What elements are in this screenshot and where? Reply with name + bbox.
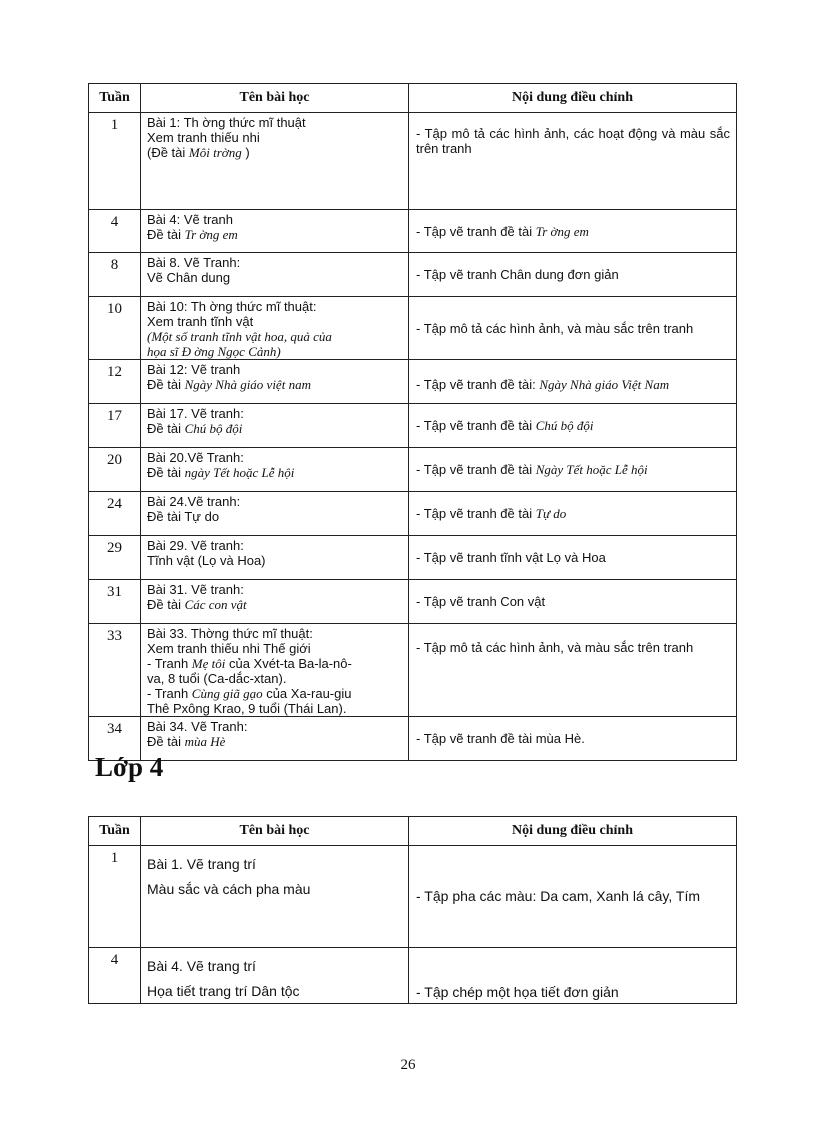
lesson-line: - Tranh Mẹ tôi của Xvét-ta Ba-la-nô-: [147, 656, 352, 671]
lesson-line: Đề tài Các con vật: [147, 597, 247, 612]
lesson-line: Đề tài ngày Tết hoặc Lễ hội: [147, 465, 295, 480]
adjustment-cell: - Tập vẽ tranh đề tài Ngày Tết hoặc Lễ hội: [409, 448, 737, 492]
lesson-line: Họa tiết trang trí Dân tộc: [147, 983, 300, 999]
adjustment-cell: - Tập vẽ tranh Con vật: [409, 580, 737, 624]
lesson-line: Xem tranh tĩnh vật: [147, 314, 254, 329]
header-week: Tuần: [89, 817, 141, 846]
lesson-cell: [141, 448, 409, 492]
lesson-cell: [141, 297, 409, 360]
table-row: [89, 253, 737, 297]
lesson-cell: [141, 717, 409, 761]
week-cell: 34: [89, 717, 141, 761]
week-cell: 17: [89, 404, 141, 448]
lesson-title: Bài 24.Vẽ tranh:: [147, 494, 241, 509]
lesson-title: Bài 29. Vẽ tranh:: [147, 538, 244, 553]
adjustment-cell: - Tập vẽ tranh Chân dung đơn giản: [409, 253, 737, 297]
table-row: [89, 846, 737, 948]
lesson-cell: [141, 253, 409, 297]
week-cell: 12: [89, 360, 141, 404]
table-header-row: [89, 84, 737, 113]
week-cell: 20: [89, 448, 141, 492]
lesson-title: Bài 4. Vẽ trang trí: [147, 958, 256, 974]
lesson-cell: [141, 948, 409, 1004]
adjustment-cell: - Tập pha các màu: Da cam, Xanh lá cây, Tím: [409, 846, 737, 948]
table-row: [89, 113, 737, 210]
table-row: [89, 536, 737, 580]
lesson-cell: [141, 846, 409, 948]
lesson-line: Thê Pxông Krao, 9 tuổi (Thái Lan).: [147, 701, 347, 716]
lesson-line: Đề tài Chú bộ đội: [147, 421, 243, 436]
lesson-title: Bài 8. Vẽ Tranh:: [147, 255, 241, 270]
lesson-title: Bài 12: Vẽ tranh: [147, 362, 241, 377]
week-cell: 33: [89, 624, 141, 717]
header-lesson: Tên bài học: [141, 84, 409, 113]
adjustment-cell: - Tập vẽ tranh đề tài Chú bộ đội: [409, 404, 737, 448]
week-cell: 31: [89, 580, 141, 624]
adjustment-cell: - Tập vẽ tranh đề tài: Ngày Nhà giáo Việt Nam: [409, 360, 737, 404]
lesson-line: Đề tài Tự do: [147, 509, 220, 524]
table-row: [89, 360, 737, 404]
week-cell: 10: [89, 297, 141, 360]
header-adjustment: Nội dung điều chỉnh: [409, 817, 737, 846]
lesson-cell: [141, 492, 409, 536]
lesson-title: Bài 33. Thờng thức mĩ thuật:: [147, 626, 313, 641]
lesson-title: Bài 4: Vẽ tranh: [147, 212, 233, 227]
lesson-cell: [141, 360, 409, 404]
week-cell: 29: [89, 536, 141, 580]
lesson-line: - Tranh Cùng giã gạo của Xa-rau-giu: [147, 686, 352, 701]
lesson-line: Vẽ Chân dung: [147, 270, 231, 285]
header-lesson: Tên bài học: [141, 817, 409, 846]
lesson-line: Tĩnh vật (Lọ và Hoa): [147, 553, 266, 568]
lesson-line: (Đề tài Môi trờng ): [147, 145, 250, 160]
lesson-line: Đề tài Tr ờng em: [147, 227, 238, 242]
lesson-cell: [141, 580, 409, 624]
table-row: [89, 448, 737, 492]
lesson-title: Bài 17. Vẽ tranh:: [147, 406, 244, 421]
lesson-line: Xem tranh thiếu nhi Thế giới: [147, 641, 311, 656]
header-week: Tuần: [89, 84, 141, 113]
week-cell: 1: [89, 846, 141, 948]
table-row: [89, 492, 737, 536]
week-cell: 24: [89, 492, 141, 536]
lesson-line: (Một số tranh tĩnh vật hoa, quả của: [147, 329, 332, 344]
adjustment-cell: - Tập vẽ tranh tĩnh vật Lọ và Hoa: [409, 536, 737, 580]
lesson-cell: [141, 113, 409, 210]
adjustment-cell: - Tập mô tả các hình ảnh, và màu sắc trên tranh: [409, 297, 737, 360]
table-row: [89, 297, 737, 360]
lesson-title: Bài 1. Vẽ trang trí: [147, 856, 256, 872]
section-heading: Lớp 4: [95, 752, 164, 782]
grade4-adjustment-table: [88, 816, 737, 1004]
lesson-title: Bài 20.Vẽ Tranh:: [147, 450, 244, 465]
grade3-adjustment-table: [88, 83, 737, 761]
adjustment-cell: - Tập vẽ tranh đề tài Tr ờng em: [409, 210, 737, 253]
lesson-line: họa sĩ Đ ờng Ngọc Cảnh): [147, 344, 281, 359]
lesson-cell: [141, 210, 409, 253]
lesson-line: Màu sắc và cách pha màu: [147, 881, 311, 897]
page-number: 26: [400, 1057, 416, 1073]
week-cell: 4: [89, 210, 141, 253]
lesson-cell: [141, 624, 409, 717]
table-row: [89, 580, 737, 624]
adjustment-cell: - Tập chép một họa tiết đơn giản: [409, 948, 737, 1004]
lesson-line: Đề tài mùa Hè: [147, 734, 226, 749]
lesson-line: va, 8 tuổi (Ca-dắc-xtan).: [147, 671, 287, 686]
lesson-line: Xem tranh thiếu nhi: [147, 130, 260, 145]
header-adjustment: Nội dung điều chỉnh: [409, 84, 737, 113]
lesson-title: Bài 34. Vẽ Tranh:: [147, 719, 248, 734]
week-cell: 1: [89, 113, 141, 210]
lesson-title: Bài 10: Th ờng thức mĩ thuật:: [147, 299, 317, 314]
lesson-cell: [141, 536, 409, 580]
adjustment-cell: - Tập vẽ tranh đề tài Tự do: [409, 492, 737, 536]
table-row: [89, 624, 737, 717]
lesson-line: Đề tài Ngày Nhà giáo việt nam: [147, 377, 311, 392]
table-row: [89, 404, 737, 448]
lesson-cell: [141, 404, 409, 448]
lesson-title: Bài 1: Th ờng thức mĩ thuật: [147, 115, 306, 130]
week-cell: 8: [89, 253, 141, 297]
adjustment-cell: - Tập mô tả các hình ảnh, các hoạt động và màu sắc trên tranh: [409, 113, 737, 210]
table-row: [89, 210, 737, 253]
adjustment-cell: - Tập vẽ tranh đề tài mùa Hè.: [409, 717, 737, 761]
week-cell: 4: [89, 948, 141, 1004]
table-row: [89, 717, 737, 761]
lesson-title: Bài 31. Vẽ tranh:: [147, 582, 244, 597]
adjustment-cell: - Tập mô tả các hình ảnh, và màu sắc trên tranh: [409, 624, 737, 717]
table-header-row: [89, 817, 737, 846]
table-row: [89, 948, 737, 1004]
